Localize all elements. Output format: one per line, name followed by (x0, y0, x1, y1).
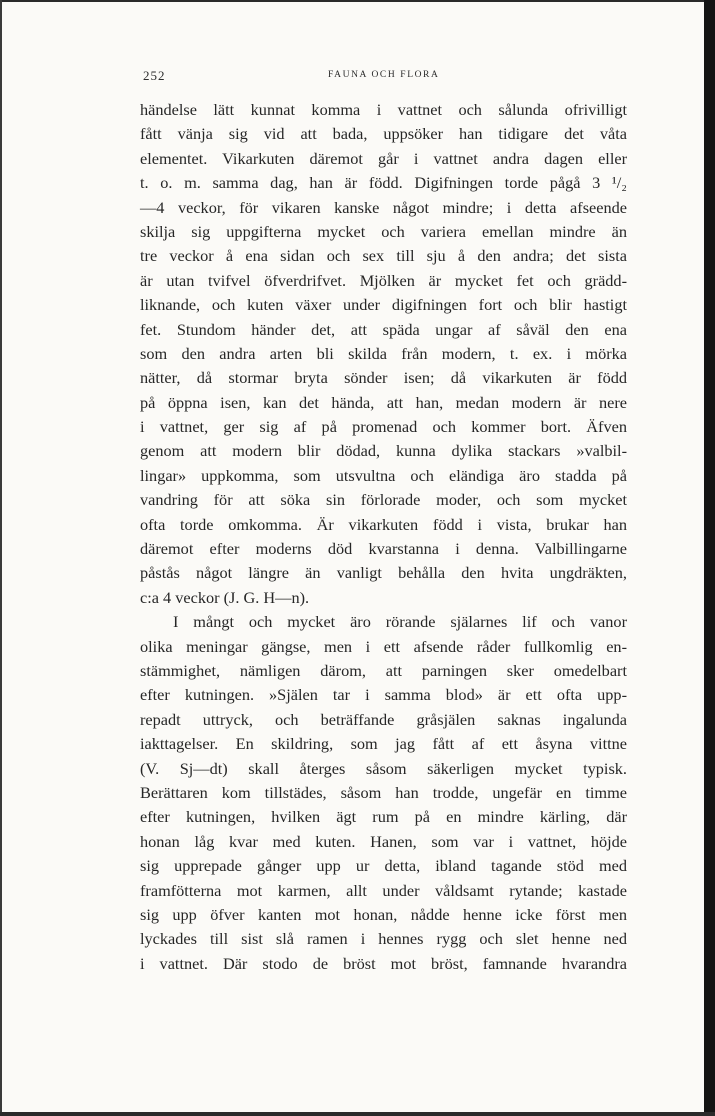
text-line: sig upp öfver kanten mot honan, nådde henne icke först men (140, 904, 627, 924)
scan-edge-bottom (0, 1112, 715, 1116)
text-line: är utan tvifvel öfverdrifvet. Mjölken är mycket fet och grädd- (140, 270, 627, 290)
text-line: efter kutningen. »Själen tar i samma blod» är ett ofta upp- (140, 685, 627, 705)
text-line: lingar» uppkomma, som utsvultna och eländiga äro stadda på (140, 465, 627, 485)
text-line: —4 veckor, för vikaren kanske något mindre; i detta afseende (140, 197, 627, 217)
text-line: lyckades till sist slå ramen i hennes rygg och slet henne ned (140, 929, 627, 949)
text-line: tre veckor å ena sidan och sex till sju å den andra; det sista (140, 246, 627, 266)
text-line: fått vänja sig vid att bada, uppsöker han tidigare det våta (140, 124, 627, 144)
text-line: på öppna isen, kan det hända, att han, medan modern är nere (140, 392, 627, 412)
text-line: iakttagelser. En skildring, som jag fått af ett åsyna vittne (140, 734, 627, 754)
text-line: Berättaren kom tillstädes, såsom han trodde, ungefär en timme (140, 782, 627, 802)
body-text (140, 98, 627, 976)
text-line: som den andra arten bli skilda från modern, t. ex. i mörka (140, 343, 627, 363)
text-line: påstås något längre än vanligt behålla den hvita ungdräkten, (140, 563, 627, 583)
scan-edge-right (704, 0, 715, 1116)
text-line: händelse lätt kunnat komma i vattnet och sålunda ofrivilligt (140, 100, 627, 119)
text-line: i vattnet, ger sig af på promenad och kommer bort. Äfven (140, 417, 627, 437)
text-line: t. o. m. samma dag, han är född. Digifningen torde pågå 3 ¹/₂ (140, 173, 627, 193)
text-line: däremot efter moderns död kvarstanna i denna. Valbillingarne (140, 539, 627, 559)
text-line: sig upprepade gånger upp ur detta, ibland tagande stöd med (140, 856, 627, 876)
page-header (143, 68, 627, 86)
scan-edge-top (0, 0, 715, 2)
text-line: nätter, då stormar bryta sönder isen; då vikarkuten är född (140, 368, 627, 388)
text-line: elementet. Vikarkuten däremot går i vattnet andra dagen eller (140, 148, 627, 168)
text-line: efter kutningen, hvilken ägt rum på en mindre kärling, där (140, 807, 627, 827)
text-line: genom att modern blir dödad, kunna dylika stackars »valbil- (140, 441, 627, 461)
running-head: FAUNA OCH FLORA (328, 70, 440, 80)
text-line: stämmighet, nämligen därom, att parningen sker omedelbart (140, 660, 627, 680)
text-line: c:a 4 veckor (J. G. H—n). (140, 587, 310, 607)
text-line: (V. Sj—dt) skall återges såsom säkerligen mycket typisk. (140, 758, 627, 778)
text-line: skilja sig uppgifterna mycket och variera emellan mindre än (140, 221, 627, 241)
text-line: I mångt och mycket äro rörande själarnes lif och vanor (173, 612, 627, 632)
page-number: 252 (143, 68, 166, 83)
text-line: fet. Stundom händer det, att späda ungar af såväl den ena (140, 319, 627, 339)
text-line: honan låg kvar med kuten. Hanen, som var i vattnet, höjde (140, 831, 627, 851)
text-line: framfötterna mot karmen, allt under våldsamt rytande; kastade (140, 880, 627, 900)
scan-edge-left (0, 0, 2, 1116)
text-line: i vattnet. Där stodo de bröst mot bröst, famnande hvarandra (140, 953, 627, 973)
text-line: vandring för att söka sin förlorade moder, och som mycket (140, 490, 627, 510)
text-line: liknande, och kuten växer under digifningen fort och blir hastigt (140, 295, 627, 315)
text-line: olika meningar gängse, men i ett afsende råder fullkomlig en- (140, 636, 627, 656)
text-line: repadt uttryck, och beträffande gråsjälen saknas ingalunda (140, 709, 627, 729)
text-line: ofta torde omkomma. Är vikarkuten född i vista, brukar han (140, 514, 627, 534)
